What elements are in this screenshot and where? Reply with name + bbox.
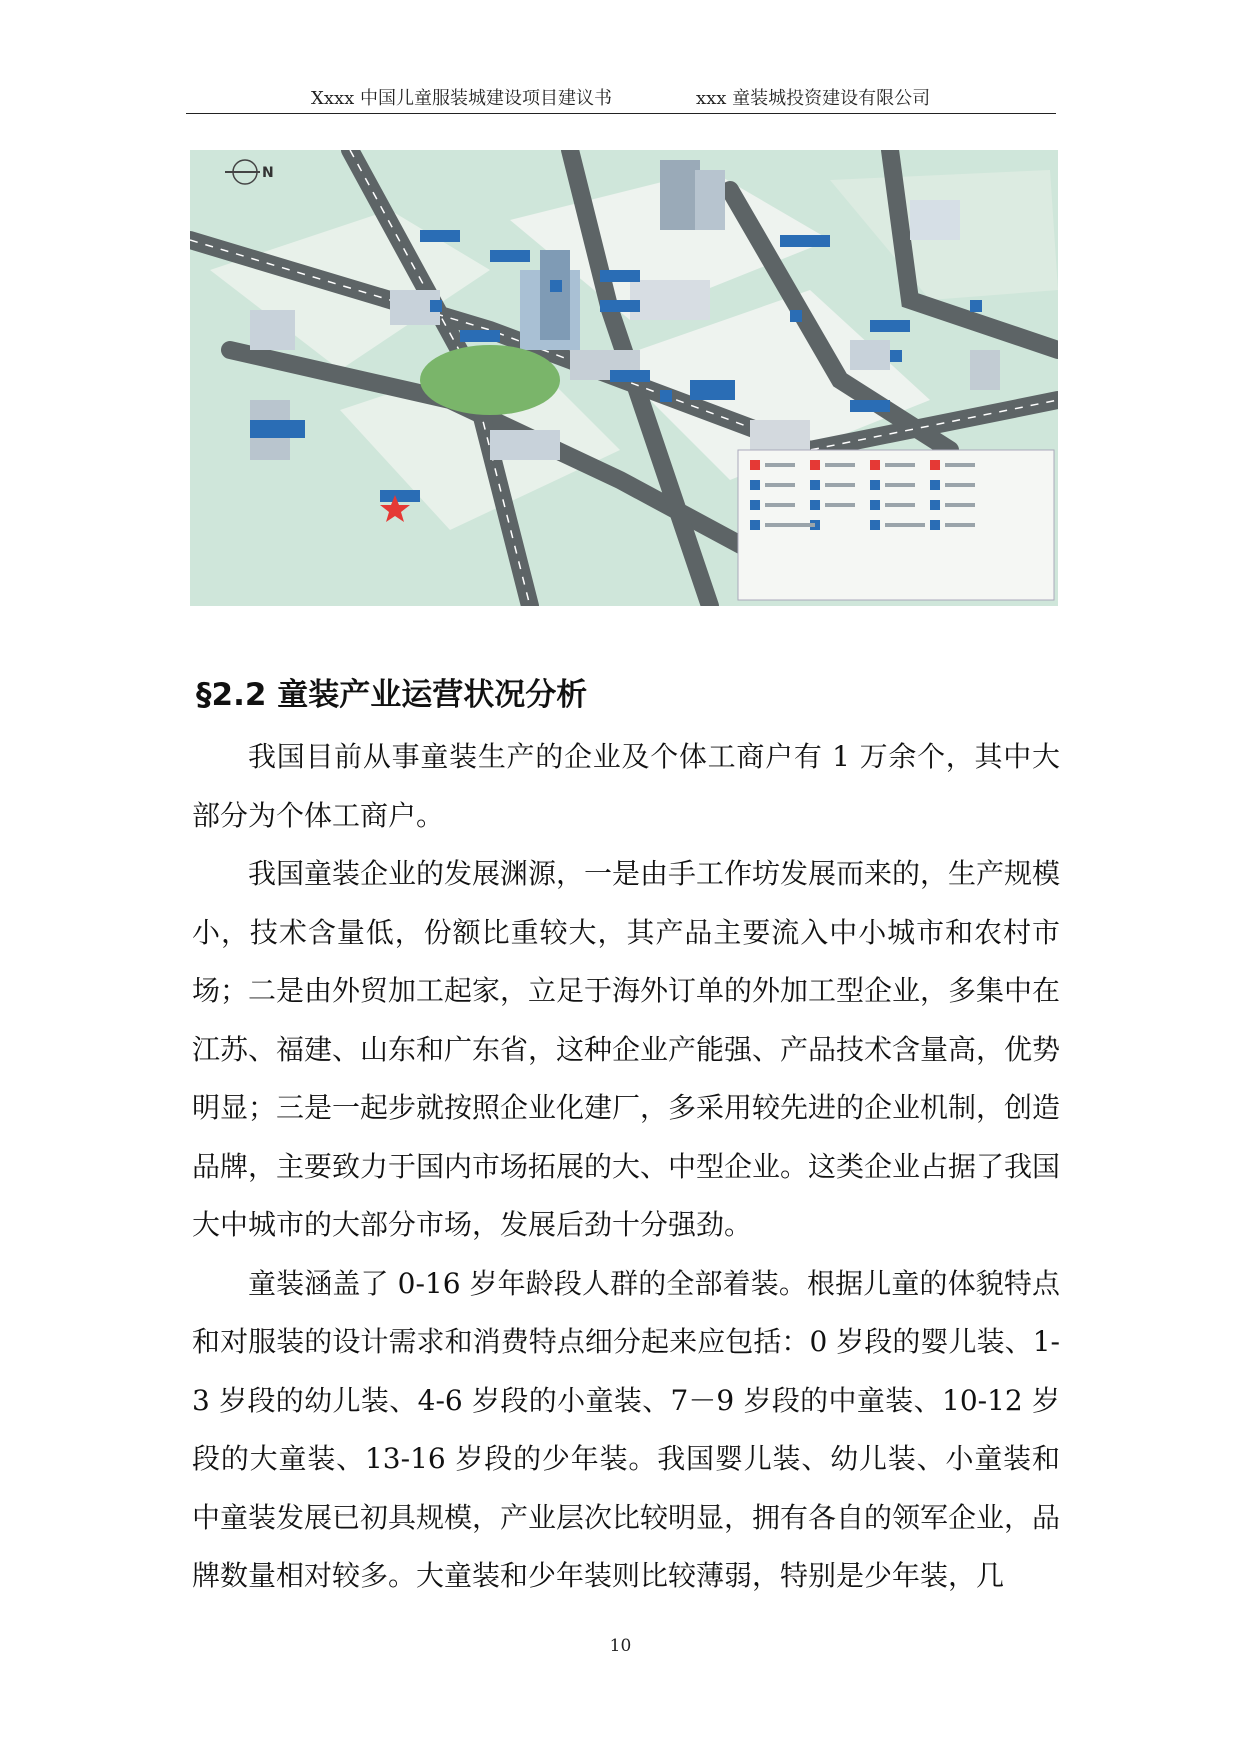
page-header [186,84,1056,114]
section-title: §2.2 童装产业运营状况分析 [196,677,588,713]
header-company-name: xxx 童装城投资建设有限公司 [696,88,931,109]
page-number: 10 [609,1636,632,1656]
paragraph: 我国目前从事童装生产的企业及个体工商户有 1 万余个，其中大部分为个体工商户。 [192,740,1060,832]
paragraph: 童装涵盖了 0-16 岁年龄段人群的全部着装。根据儿童的体貌特点和对服装的设计需求和消费特点细分起来应包括：0 岁段的婴儿装、1-3 岁段的幼儿装、4-6 岁段的小童装、7－9 岁段的中童装、10-12 岁段的大童装、13-16 岁段的少年装。我国婴儿装、幼儿装、小童装和中童装发展已初具规模，产业层次比较明显，拥有各自的领军企业，品牌数量相对较多。大童装和少年装则比较薄弱，特别是少年装，几 [192,1266,1061,1592]
paragraph: 我国童装企业的发展渊源，一是由手工作坊发展而来的，生产规模小，技术含量低，份额比重较大，其产品主要流入中小城市和农村市场；二是由外贸加工起家，立足于海外订单的外加工型企业，多集中在江苏、福建、山东和广东省，这种企业产能强、产品技术含量高，优势明显；三是一起步就按照企业化建厂，多采用较先进的企业机制，创造品牌，主要致力于国内市场拓展的大、中型企业。这类企业占据了我国大中城市的大部分市场，发展后劲十分强劲。 [192,857,1061,1241]
header-document-title: Xxxx 中国儿童服装城建设项目建议书 [311,88,612,109]
map-legend [738,450,1054,600]
city-map-illustration [190,150,1058,606]
body-text [192,728,1060,1606]
compass-label: N [262,165,274,181]
header-rule [186,113,1056,114]
map-plaza [420,345,560,415]
map-svg [190,150,1058,606]
